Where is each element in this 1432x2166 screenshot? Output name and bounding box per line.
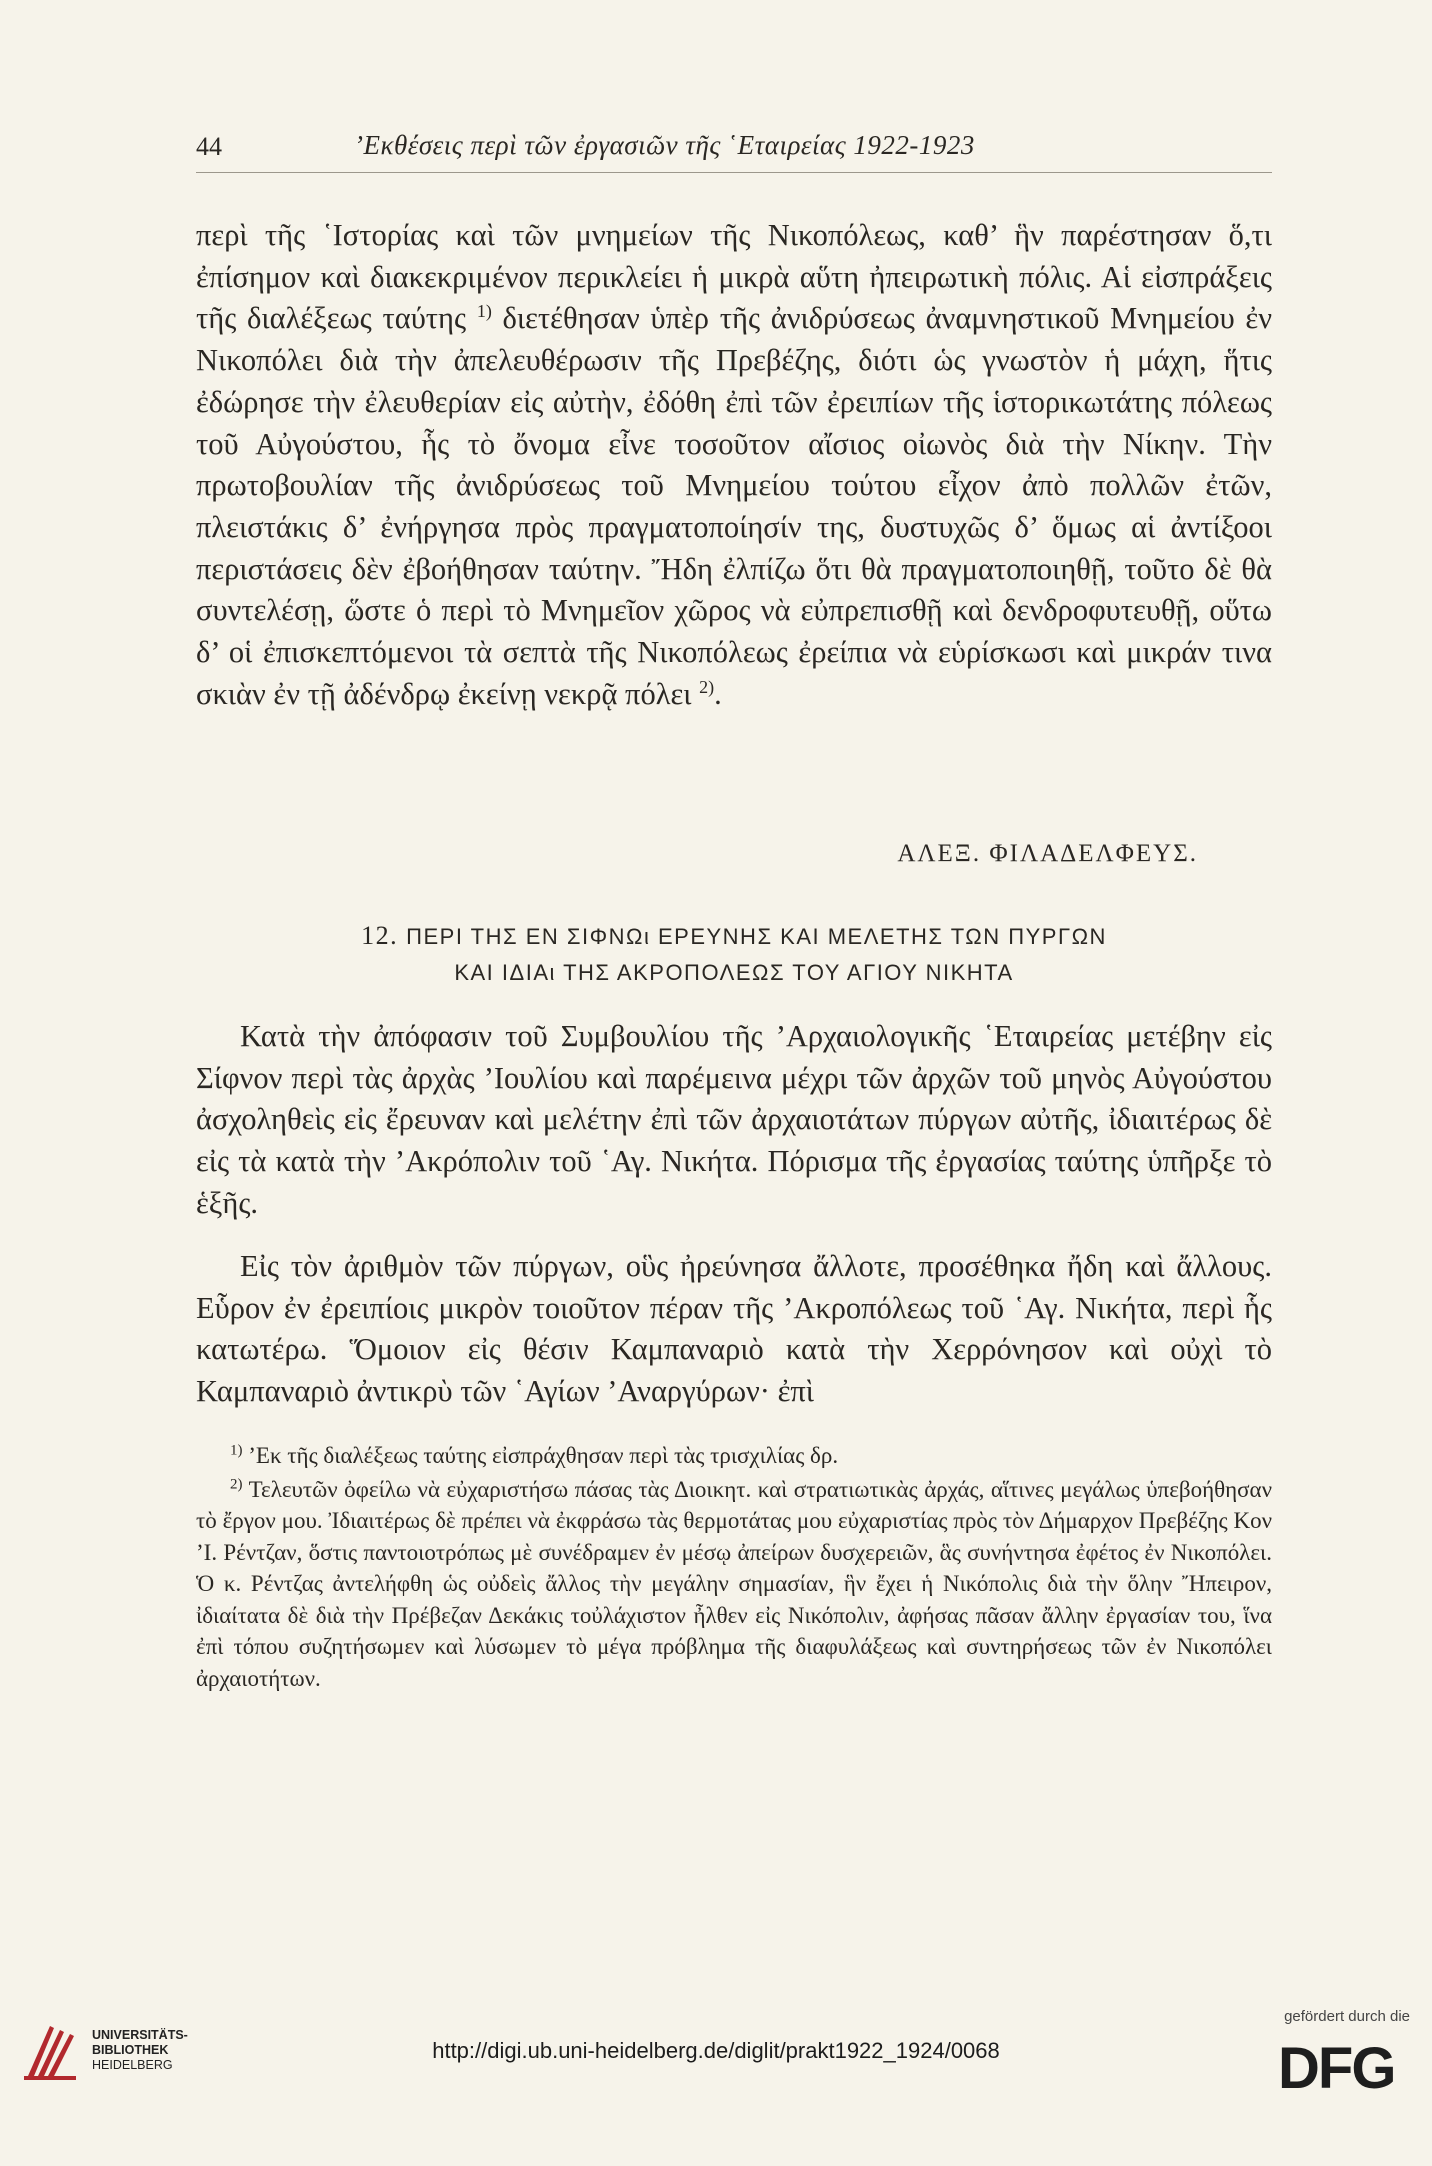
- paragraph-1-text-a: περὶ τῆς ῾Ιστορίας καὶ τῶν μνημείων τῆς Νικοπόλεως, καθ’ ἣν παρέστησαν ὅ,τι ἐπίσημον καὶ διακεκριμένον περικλείει ἡ μικρὰ αὕτη ἠπειρωτικὴ πόλις. Αἱ εἰσπράξεις τῆς διαλέξεως ταύτης: [196, 218, 1272, 336]
- paragraph-1-text-b: διετέθησαν ὑπὲρ τῆς ἀνιδρύσεως ἀναμνηστικοῦ Μνημείου ἐν Νικοπόλει διὰ τὴν ἀπελευθέρωσιν τῆς Πρεβέζης, διότι ὡς γνωστὸν ἡ μάχη, ἥτις ἐδώρησε τὴν ἐλευθερίαν εἰς αὐτὴν, ἐδόθη ἐπὶ τῶν ἐρειπίων τῆς ἱστορικωτάτης πόλεως τοῦ Αὐγούστου, ἧς τὸ ὄνομα εἶνε τοσοῦτον αἴσιος οἰωνὸς διὰ τὴν Νίκην. Τὴν πρωτοβουλίαν τῆς ἀνιδρύσεως τοῦ Μνημείου τούτου εἶχον ἀπὸ πολλῶν ἐτῶν, πλειστάκις δ’ ἐνήργησα πρὸς πραγματοποίησίν της, δυστυχῶς δ’ ὅμως αἱ ἀντίξοοι περιστάσεις δὲν ἐβοήθησαν ταύτην. Ἤδη ἐλπίζω ὅτι θὰ πραγματοποιηθῇ, τοῦτο δὲ θὰ συντελέσῃ, ὥστε ὁ περὶ τὸ Μνημεῖον χῶρος νὰ εὐπρεπισθῇ καὶ δενδροφυτευθῇ, οὕτω δ’ οἱ ἐπισκεπτόμενοι τὰ σεπτὰ τῆς Νικοπόλεως ἐρείπια νὰ εὑρίσκωσι καὶ μικράν τινα σκιὰν ἐν τῇ ἀδένδρῳ ἐκείνῃ νεκρᾷ πόλει: [196, 301, 1272, 711]
- paragraph-1: [196, 215, 1272, 715]
- funded-by-label: gefördert durch die: [1284, 2008, 1410, 2025]
- section-number: 12.: [361, 921, 399, 950]
- footnote-mark-1: 1): [230, 1442, 243, 1459]
- footnote-2: [196, 1474, 1272, 1695]
- paragraph-3: Εἰς τὸν ἀριθμὸν τῶν πύργων, οὓς ἠρεύνησα ἄλλοτε, προσέθηκα ἤδη καὶ ἄλλους. Εὗρον ἐν ἐρειπίοις μικρὸν τοιοῦτον πέραν τῆς ’Ακροπόλεως τοῦ ῾Αγ. Νικήτα, περὶ ἧς κατωτέρω. Ὅμοιον εἰς θέσιν Καμπαναριὸ κατὰ τὴν Χερρόνησον καὶ οὐχὶ τὸ Καμπαναριὸ ἀντικρὺ τῶν ῾Αγίων ’Αναργύρων· ἐπὶ: [196, 1249, 1272, 1409]
- footnotes: [196, 1440, 1272, 1696]
- section-title-line-2: ΚΑΙ ΙΔΙΑι ΤΗΣ ΑΚΡΟΠΟΛΕΩΣ ΤΟΥ ΑΓΙΟΥ ΝΙΚΗΤΑ: [454, 960, 1014, 985]
- footnote-mark-2: 2): [230, 1475, 243, 1492]
- section-heading: [196, 918, 1272, 991]
- dfg-logo-text: DFG: [1278, 2036, 1395, 2096]
- footnote-ref-2: 2): [699, 676, 715, 697]
- footnote-1: [196, 1440, 1272, 1472]
- library-name-line-1: UNIVERSITÄTS-: [92, 2028, 188, 2042]
- library-name-line-3: HEIDELBERG: [92, 2058, 173, 2072]
- permalink-url[interactable]: http://digi.ub.uni-heidelberg.de/diglit/prakt1922_1924/0068: [432, 2038, 1000, 2063]
- dfg-logo-icon: [1278, 2034, 1406, 2096]
- footnote-text-1: ’Εκ τῆς διαλέξεως ταύτης εἰσπράχθησαν περὶ τὰς τρισχιλίας δρ.: [248, 1443, 839, 1468]
- running-title: ’Εκθέσεις περὶ τῶν ἐργασιῶν τῆς ῾Εταιρείας 1922-1923: [354, 130, 975, 160]
- author-signature: ΑΛΕΞ. ΦΙΛΑΔΕΛΦΕΥΣ.: [897, 840, 1198, 867]
- page-number: 44: [196, 132, 222, 161]
- footnote-ref-1: 1): [476, 301, 492, 322]
- digitization-footer: [0, 1978, 1432, 2166]
- section-heading-line-1: [196, 918, 1272, 955]
- library-name-line-2: BIBLIOTHEK: [92, 2043, 169, 2057]
- running-header: [196, 128, 1272, 173]
- section-title-line-1: ΠΕΡΙ ΤΗΣ ΕΝ ΣΙΦΝΩι ΕΡΕΥΝΗΣ ΚΑΙ ΜΕΛΕΤΗΣ ΤΩΝ ΠΥΡΓΩΝ: [406, 924, 1107, 949]
- paragraph-1-text-c: .: [714, 676, 722, 711]
- paragraph-2: Κατὰ τὴν ἀπόφασιν τοῦ Συμβουλίου τῆς ’Αρχαιολογικῆς ῾Εταιρείας μετέβην εἰς Σίφνον περὶ τὰς ἀρχὰς ’Ιουλίου καὶ παρέμεινα μέχρι τῶν ἀρχῶν τοῦ μηνὸς Αὐγούστου ἀσχοληθεὶς εἰς ἔρευναν καὶ μελέτην ἐπὶ τῶν ἀρχαιοτάτων πύργων αὐτῆς, ἰδιαιτέρως δὲ εἰς τὰ κατὰ τὴν ’Ακρόπολιν τοῦ ῾Αγ. Νικήτα. Πόρισμα τῆς ἐργασίας ταύτης ὑπῆρξε τὸ ἑξῆς.: [196, 1019, 1272, 1220]
- footnote-text-2: Τελευτῶν ὀφείλω νὰ εὐχαριστήσω πάσας τὰς Διοικητ. καὶ στρατιωτικὰς ἀρχάς, αἵτινες μεγάλως ὑπεβοήθησαν τὸ ἔργον μου. Ἰδιαιτέρως δὲ πρέπει νὰ ἐκφράσω τὰς θερμοτάτας μου εὐχαριστίας πρὸς τὸν Δήμαρχον Πρεβέζης Κον ’Ι. Ρέντζαν, ὅστις παντοιοτρόπως μὲ συνέδραμεν ἐν μέσῳ ἀπείρων δυσχερειῶν, ἃς συνήντησα ἐφέτος ἐν Νικοπόλει. Ὁ κ. Ρέντζας ἀντελήφθη ὡς οὐδεὶς ἄλλος τὴν μεγάλην σημασίαν, ἣν ἔχει ἡ Νικόπολις διὰ τὴν ὅλην Ἤπειρον, ἰδιαίτατα δὲ διὰ τὴν Πρέβεζαν Δεκάκις τοὐλάχιστον ἦλθεν εἰς Νικόπολιν, ἀφήσας πᾶσαν ἄλλην ἐργασίαν του, ἵνα ἐπὶ τόπου συζητήσωμεν καὶ λύσωμεν τὸ μέγα πρόβλημα τῆς διαφυλάξεως καὶ συντηρήσεως τῶν ἐν Νικοπόλει ἀρχαιοτήτων.: [196, 1476, 1272, 1691]
